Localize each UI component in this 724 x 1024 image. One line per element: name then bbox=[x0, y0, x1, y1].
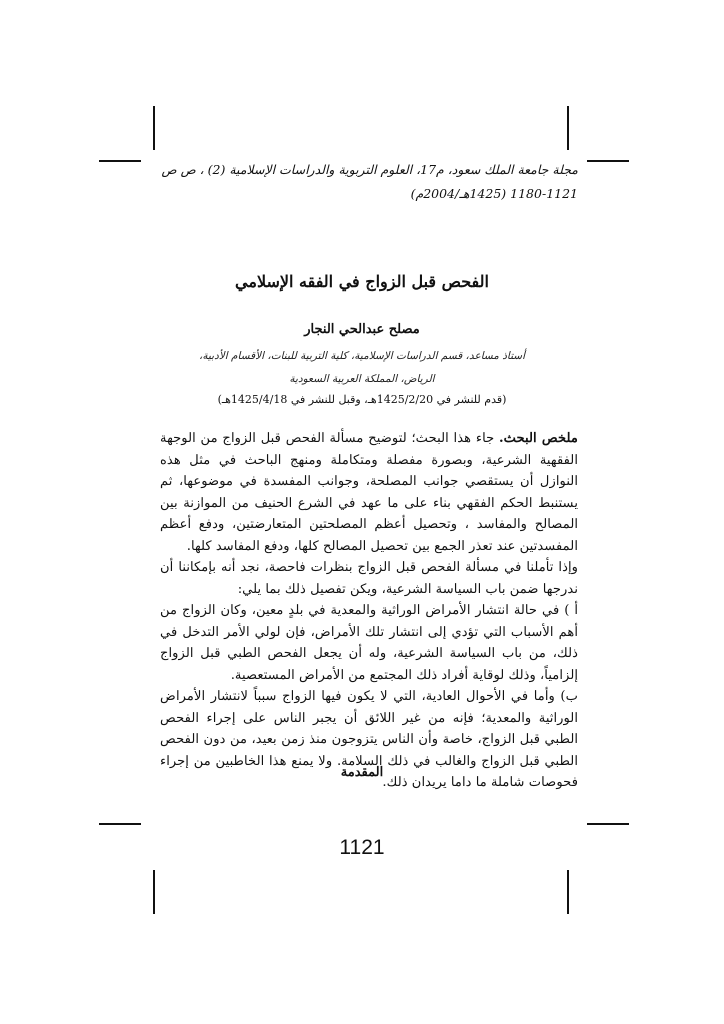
abstract-paragraph: أ ) في حالة انتشار الأمراض الوراثية والمعدية في بلدٍ معين، وكان الزواج من أهم الأسباب التي تؤدي إلى انتشار تلك الأمراض، فإن لولي الأمر التدخل في ذلك، من باب السياسة الشرعية، وله أن يجعل الفحص الطبي قبل الزواج إلزامياً، وذلك لوقاية أفراد ذلك المجتمع من الأمراض المستعصية. bbox=[160, 603, 578, 683]
author-affiliation: أستاذ مساعد، قسم الدراسات الإسلامية، كلية التربية للبنات، الأقسام الأدبية، bbox=[198, 350, 526, 362]
abstract bbox=[160, 428, 578, 794]
crop-mark-bottom-left bbox=[153, 870, 155, 914]
submission-dates: (قدم للنشر في 1425/2/20هـ، وقبل للنشر في 1425/4/18هـ) bbox=[217, 393, 507, 406]
crop-mark-bottom-right bbox=[567, 870, 569, 914]
abstract-paragraph bbox=[160, 428, 578, 557]
crop-mark-top-left bbox=[153, 106, 155, 150]
crop-mark-bottom-right-horizontal bbox=[587, 823, 629, 825]
crop-mark-top-right bbox=[567, 106, 569, 150]
crop-mark-top-left-horizontal bbox=[99, 160, 141, 162]
crop-mark-bottom-left-horizontal bbox=[99, 823, 141, 825]
author-location: الرياض، المملكة العربية السعودية bbox=[289, 373, 435, 385]
page-number: 1121 bbox=[339, 836, 385, 859]
author-name: مصلح عبدالحي النجار bbox=[304, 322, 420, 337]
abstract-text: جاء هذا البحث؛ لتوضيح مسألة الفحص قبل الزواج من الوجهة الفقهية الشرعية، وبصورة مفصلة ومتكاملة ومنهج الباحث في مثل هذه النوازل أن يستقصي جوانب المصلحة، وجوانب المفسدة في موضوعها، ثم يستنبط الحكم الفقهي بناء على ما عهد في الشرع الحنيف من الموازنة بين المصالح والمفاسد ، وتحصيل أعظم المصلحتين المتعارضتين، ودفع أعظم المفسدتين عند تعذر الجمع بين تحصيل المصالح كلها، ودفع المفاسد كلها. bbox=[160, 431, 578, 554]
journal-citation: مجلة جامعة الملك سعود، م17، العلوم التربوية والدراسات الإسلامية (2) ، ص ص 1121-1180 (1425هـ/2004م) bbox=[161, 162, 578, 201]
section-heading: المقدمة bbox=[340, 765, 384, 780]
crop-mark-top-right-horizontal bbox=[587, 160, 629, 162]
abstract-label: ملخص البحث. bbox=[499, 431, 578, 446]
abstract-paragraph: وإذا تأملنا في مسألة الفحص قبل الزواج بنظرات فاحصة، نجد أنه بإمكاننا أن ندرجها ضمن باب السياسة الشرعية، ويكن تفصيل ذلك بما يلي: bbox=[160, 560, 578, 597]
abstract-paragraph: ب) وأما في الأحوال العادية، التي لا يكون فيها الزواج سبباً لانتشار الأمراض الوراثية والمعدية؛ فإنه من غير اللائق أن يجبر الناس على إجراء الفحص الطبي قبل الزواج، خاصة وأن الناس يتزوجون منذ زمن بعيد، من دون الفحص الطبي قبل الزواج والغالب في ذلك السلامة. ولا يمنع هذا الخاطبين من إجراء فحوصات شاملة ما داما يريدان ذلك. bbox=[160, 689, 578, 790]
article-title: الفحص قبل الزواج في الفقه الإسلامي bbox=[235, 272, 489, 291]
